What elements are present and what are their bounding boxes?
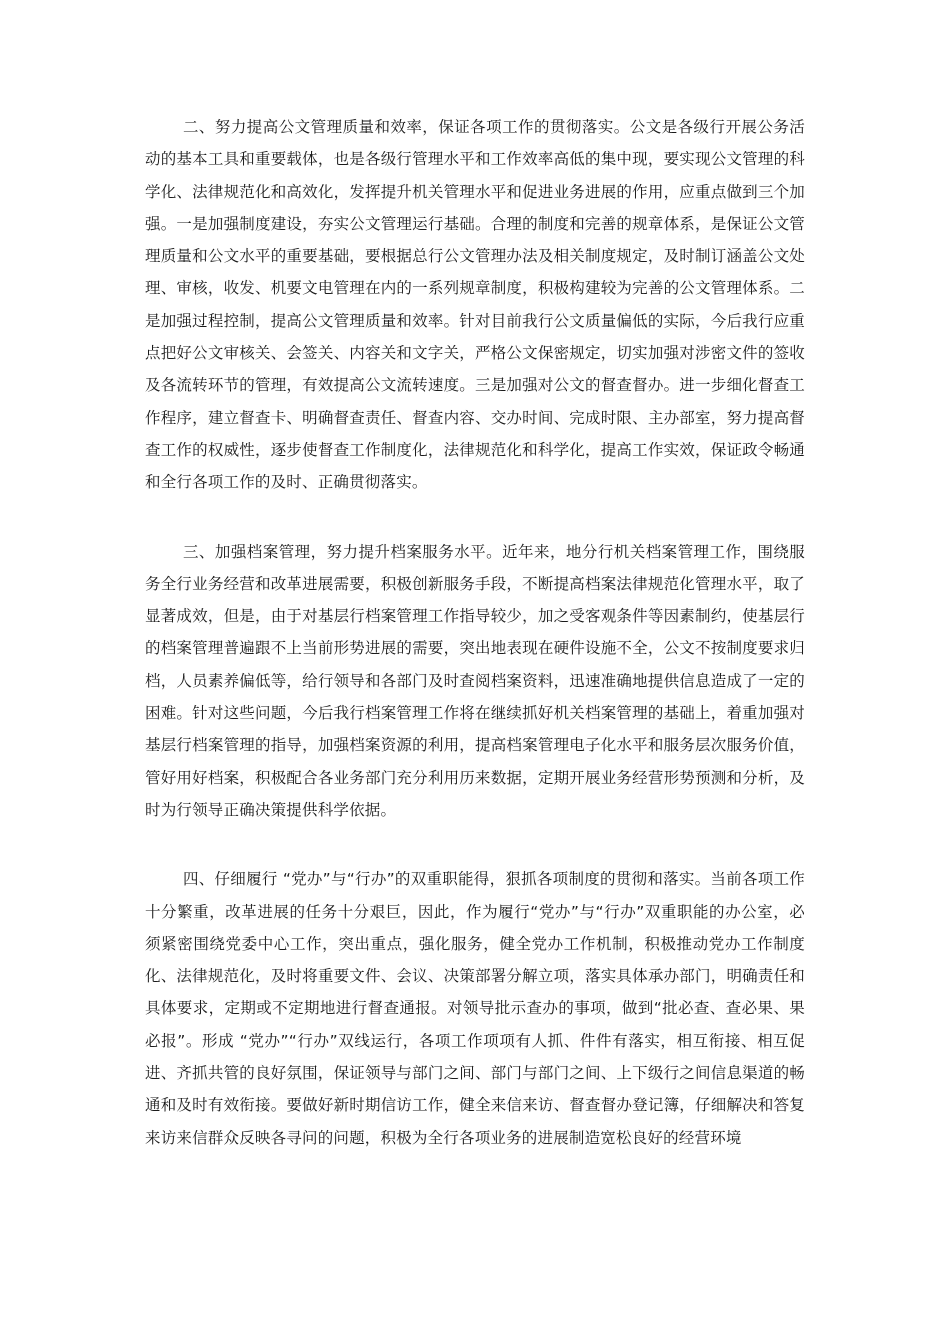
paragraph-section-two: 二、努力提高公文管理质量和效率，保证各项工作的贯彻落实。公文是各级行开展公务活动的基本工具和重要载体，也是各级行管理水平和工作效率高低的集中现，要实现公文管理的科学化、法律规范化和高效化，发挥提升机关管理水平和促进业务进展的作用，应重点做到三个加强。一是加强制度建设，夯实公文管理运行基础。合理的制度和完善的规章体系，是保证公文管理质量和公文水平的重要基础，要根据总行公文管理办法及相关制度规定，及时制订涵盖公文处理、审核，收发、机要文电管理在内的一系列规章制度，积极构建较为完善的公文管理体系。二是加强过程控制，提高公文管理质量和效率。针对目前我行公文质量偏低的实际，今后我行应重点把好公文审核关、会签关、内容关和文字关，严格公文保密规定，切实加强对涉密文件的签收及各流转环节的管理，有效提高公文流转速度。三是加强对公文的督查督办。进一步细化督查工作程序，建立督查卡、明确督查责任、督查内容、交办时间、完成时限、主办部室，努力提高督查工作的权威性，逐步使督查工作制度化，法律规范化和科学化，提高工作实效，保证政令畅通和全行各项工作的及时、正确贯彻落实。 (145, 118, 805, 492)
paragraph-section-three: 三、加强档案管理，努力提升档案服务水平。近年来，地分行机关档案管理工作，围绕服务全行业务经营和改革进展需要，积极创新服务手段，不断提高档案法律规范化管理水平，取了显著成效，但是，由于对基层行档案管理工作指导较少，加之受客观条件等因素制约，使基层行的档案管理普遍跟不上当前形势进展的需要，突出地表现在硬件设施不全，公文不按制度要求归档，人员素养偏低等，给行领导和各部门及时查阅档案资料，迅速准确地提供信息造成了一定的困难。针对这些问题，今后我行档案管理工作将在继续抓好机关档案管理的基础上，着重加强对基层行档案管理的指导，加强档案资源的利用，提高档案管理电子化水平和服务层次服务价值，管好用好档案，积极配合各业务部门充分利用历来数据，定期开展业务经营形势预测和分析，及时为行领导正确决策提供科学依据。 (145, 542, 805, 819)
document-body (145, 111, 805, 1154)
paragraph-section-four: 四、仔细履行 “党办”与“行办”的双重职能得，狠抓各项制度的贯彻和落实。当前各项工作十分繁重，改革进展的任务十分艰巨，因此，作为履行“党办”与“行办”双重职能的办公室，必须紧密围绕党委中心工作，突出重点，强化服务，健全党办工作机制，积极推动党办工作制度化、法律规范化，及时将重要文件、会议、决策部署分解立项，落实具体承办部门，明确责任和具体要求，定期或不定期地进行督查通报。对领导批示查办的事项，做到“批必查、查必果、果必报”。形成 “党办”“行办”双线运行，各项工作项项有人抓、件件有落实，相互衔接、相互促进、齐抓共管的良好氛围，保证领导与部门之间、部门与部门之间、上下级行之间信息渠道的畅通和及时有效衔接。要做好新时期信访工作，健全来信来访、督查督办登记簿，仔细解决和答复来访来信群众反映各寻问的问题，积极为全行各项业务的进展制造宽松良好的经营环境 (145, 870, 805, 1147)
